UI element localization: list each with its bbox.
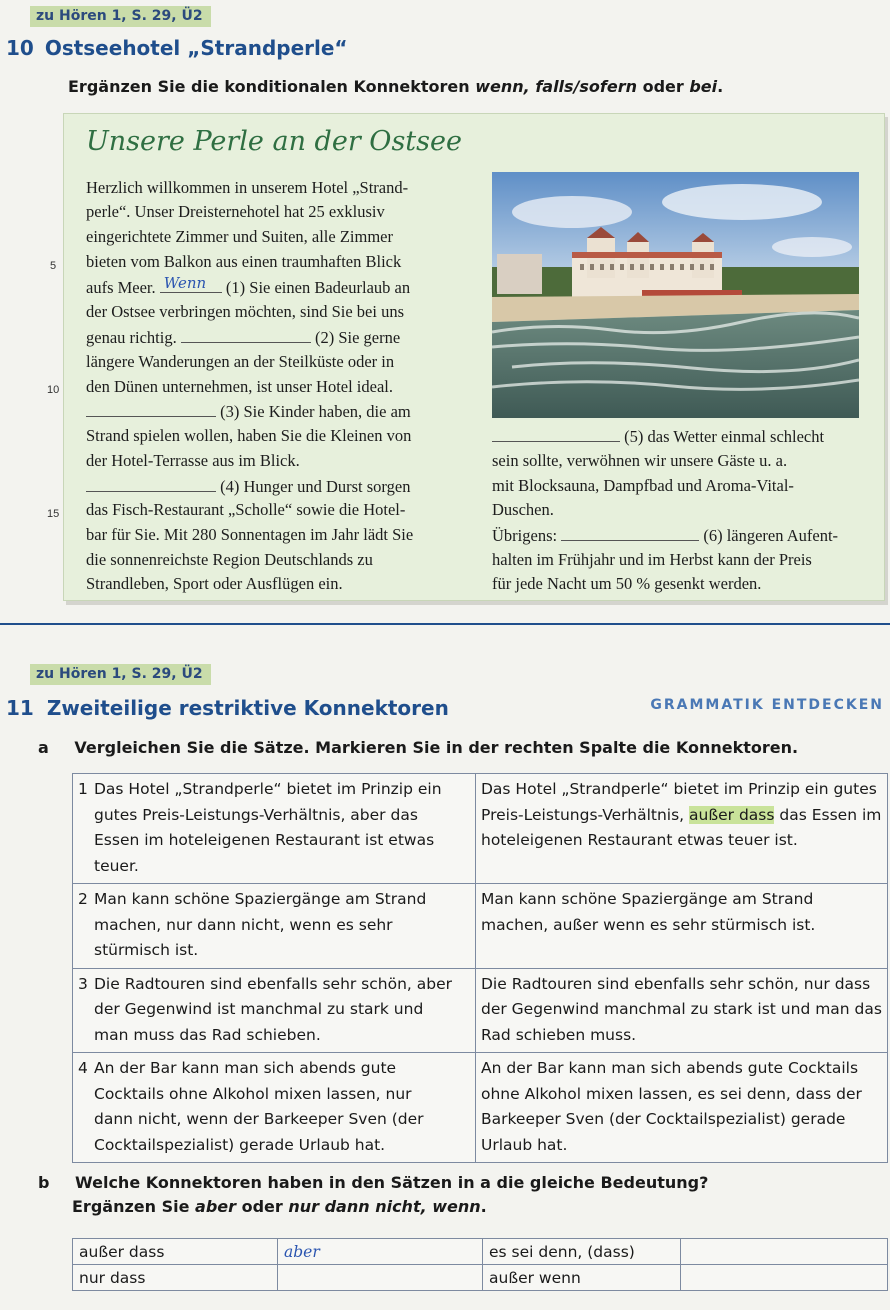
text-fragment: (3) Sie Kinder haben, die am (220, 402, 411, 421)
line-number: 5 (50, 260, 57, 272)
instruction-text: . (480, 1197, 487, 1216)
text-line: halten im Frühjahr und im Herbst kann der Preis (492, 550, 812, 569)
left-cell (73, 1053, 476, 1163)
exercise-10-reference-tag: zu Hören 1, S. 29, Ü2 (30, 6, 211, 27)
answer-cell[interactable]: aber (278, 1239, 483, 1265)
cell-line: Das Hotel „Strandperle“ bietet im Prinzip ein (94, 780, 442, 798)
highlighted-connector: außer dass (689, 805, 775, 824)
instruction-text: oder (236, 1197, 289, 1216)
instruction-italic: wenn, falls/sofern (475, 77, 638, 96)
cell-line: Cocktails ohne Alkohol mixen lassen, nur (94, 1084, 412, 1103)
cell-line: gutes Preis-Leistungs-Verhältnis, aber das (94, 805, 418, 824)
part-a-instruction (38, 738, 798, 757)
text-line: die sonnenreichste Region Deutschlands zu (86, 550, 373, 569)
row-number: 3 (78, 974, 88, 993)
text-line-7 (86, 327, 400, 348)
gap-5-input[interactable] (492, 426, 620, 442)
text-line: Strandleben, Sport oder Ausflügen ein. (86, 574, 343, 593)
section-divider (0, 623, 890, 625)
table-row (73, 774, 888, 884)
text-line-5 (86, 274, 411, 298)
text-fragment: (1) Sie einen Badeurlaub an (225, 278, 411, 297)
line-number: 15 (47, 508, 60, 520)
connector-cell: außer dass (73, 1239, 278, 1265)
part-b-label: b (38, 1173, 50, 1192)
instruction-text: Ergänzen Sie die konditionalen Konnektoren (68, 77, 476, 96)
gap-1-input[interactable] (160, 274, 222, 293)
gap-2-input[interactable] (181, 327, 311, 343)
text-line: den Dünen unternehmen, ist unser Hotel ideal. (86, 377, 393, 396)
text-line: für jede Nacht um 50 % gesenkt werden. (492, 574, 762, 593)
row-number: 1 (78, 780, 88, 798)
instruction-italic: aber (195, 1197, 237, 1216)
exercise-10-title: Ostseehotel „Strandperle“ (44, 36, 348, 60)
answer-cell[interactable] (681, 1265, 888, 1291)
exercise-10-heading (6, 36, 348, 60)
table-row (73, 884, 888, 969)
text-fragment: (5) das Wetter einmal schlecht (624, 427, 825, 446)
text-line: Strand spielen wollen, haben Sie die Kleinen von (86, 426, 412, 445)
cell-line: machen, nur dann nicht, wenn es sehr (94, 915, 393, 934)
text-line: Duschen. (492, 500, 554, 519)
instruction-italic: nur dann nicht, wenn (288, 1197, 481, 1216)
instruction-text-mid: oder (637, 77, 690, 96)
text-line: sein sollte, verwöhnen wir unsere Gäste u. a. (492, 451, 788, 470)
instruction-text: Ergänzen Sie (72, 1197, 196, 1216)
cell-text: Das Hotel „Strandperle“ bietet im Prinzip ein gutes Preis-Leistungs-Verhältnis, (481, 780, 877, 824)
left-cell (73, 884, 476, 969)
connector-table (72, 1238, 888, 1291)
table-row (73, 968, 888, 1053)
right-cell[interactable] (476, 1053, 888, 1163)
exercise-10-number: 10 (6, 36, 34, 60)
row-number: 2 (78, 890, 88, 908)
connector-cell: es sei denn, (dass) (483, 1239, 681, 1265)
instruction-end: . (717, 77, 724, 96)
box-title: Unsere Perle an der Ostsee (86, 126, 462, 157)
text-fragment: (2) Sie gerne (314, 328, 401, 347)
line-number: 10 (47, 384, 60, 396)
cell-line: teuer. (94, 856, 139, 875)
row-number: 4 (78, 1059, 88, 1077)
text-line (492, 426, 824, 447)
text-line-10 (86, 401, 411, 422)
gap-6-input[interactable] (561, 525, 699, 541)
exercise-11-heading (6, 696, 449, 720)
cell-text: das Essen im hoteleigenen Restaurant etwas teuer ist. (481, 805, 882, 849)
cell-line: Essen im hoteleigenen Restaurant ist etwas (94, 831, 435, 849)
instruction-italic-2: bei (689, 77, 718, 96)
gap-4-input[interactable] (86, 476, 216, 492)
part-a-text: Vergleichen Sie die Sätze. Markieren Sie in der rechten Spalte die Konnektoren. (74, 738, 799, 757)
comparison-table (72, 773, 888, 1163)
text-line (492, 525, 838, 546)
cell-line: man muss das Rad schieben. (94, 1025, 321, 1044)
exercise-11-reference-tag: zu Hören 1, S. 29, Ü2 (30, 664, 211, 685)
hotel-photo (492, 172, 859, 418)
text-line: bar für Sie. Mit 280 Sonnentagen im Jahr lädt Sie (86, 525, 414, 544)
text-line-13 (86, 476, 410, 497)
text-line: perle“. Unser Dreisternehotel hat 25 exklusiv (86, 202, 385, 221)
table-row (73, 1265, 888, 1291)
table-row (73, 1053, 888, 1163)
answer-cell[interactable] (278, 1265, 483, 1291)
text-line: längere Wanderungen an der Steilküste oder in (86, 352, 395, 371)
grammar-badge: GRAMMATIK ENTDECKEN (650, 697, 884, 713)
cell-line: der Gegenwind ist manchmal zu stark und (94, 1000, 424, 1018)
answer-cell[interactable] (681, 1239, 888, 1265)
cell-text: Man kann schöne Spaziergänge am Strand machen, außer wenn es sehr stürmisch ist. (481, 890, 816, 934)
cell-line: Cocktailspezialist) gerade Urlaub hat. (94, 1135, 386, 1154)
cell-line: An der Bar kann man sich abends gute (94, 1059, 397, 1077)
left-cell (73, 968, 476, 1053)
handwritten-answer: Wenn (163, 274, 207, 292)
text-line: das Fisch-Restaurant „Scholle“ sowie die Hotel- (86, 500, 406, 519)
left-cell (73, 774, 476, 884)
cell-text: Die Radtouren sind ebenfalls sehr schön, nur dass der Gegenwind manchmal zu stark ist und man das Rad schieben muss. (481, 974, 882, 1044)
right-cell[interactable] (476, 774, 888, 884)
text-fragment: aufs Meer. (86, 278, 160, 297)
table-row (73, 1239, 888, 1265)
text-fragment: genau richtig. (86, 328, 181, 347)
part-a-label: a (38, 738, 49, 757)
part-b-text: Welche Konnektoren haben in den Sätzen in a die gleiche Bedeutung? (75, 1173, 709, 1192)
text-line: bieten vom Balkon aus einen traumhaften Blick (86, 252, 402, 271)
text-line: Herzlich willkommen in unserem Hotel „Strand- (86, 178, 409, 197)
cell-line: Die Radtouren sind ebenfalls sehr schön, aber (94, 974, 453, 993)
cell-line: stürmisch ist. (94, 941, 199, 959)
cell-line: dann nicht, wenn der Barkeeper Sven (der (94, 1110, 424, 1128)
part-b-instruction (72, 1197, 487, 1216)
exercise-11-number: 11 (6, 696, 34, 720)
exercise-10-instruction (68, 77, 723, 96)
text-line: mit Blocksauna, Dampfbad und Aroma-Vital- (492, 476, 794, 495)
text-fragment: Übrigens: (492, 526, 562, 545)
part-b-question (38, 1173, 708, 1192)
cell-text: An der Bar kann man sich abends gute Cocktails ohne Alkohol mixen lassen, es sei denn, dass der Barkeeper Sven (der Cocktailspezialist) gerade Urlaub hat. (481, 1059, 862, 1154)
connector-cell: nur dass (73, 1265, 278, 1291)
cell-line: Man kann schöne Spaziergänge am Strand (94, 890, 427, 908)
connector-cell: außer wenn (483, 1265, 681, 1291)
right-cell[interactable] (476, 884, 888, 969)
text-line: eingerichtete Zimmer und Suiten, alle Zimmer (86, 227, 393, 246)
gap-3-input[interactable] (86, 401, 216, 417)
text-line: der Ostsee verbringen möchten, sind Sie bei uns (86, 302, 405, 321)
text-fragment: (6) längeren Aufent- (703, 526, 839, 545)
exercise-11-title: Zweiteilige restriktive Konnektoren (46, 696, 449, 720)
right-cell[interactable] (476, 968, 888, 1053)
text-fragment: (4) Hunger und Durst sorgen (220, 477, 411, 496)
text-line: der Hotel-Terrasse aus im Blick. (86, 451, 300, 470)
